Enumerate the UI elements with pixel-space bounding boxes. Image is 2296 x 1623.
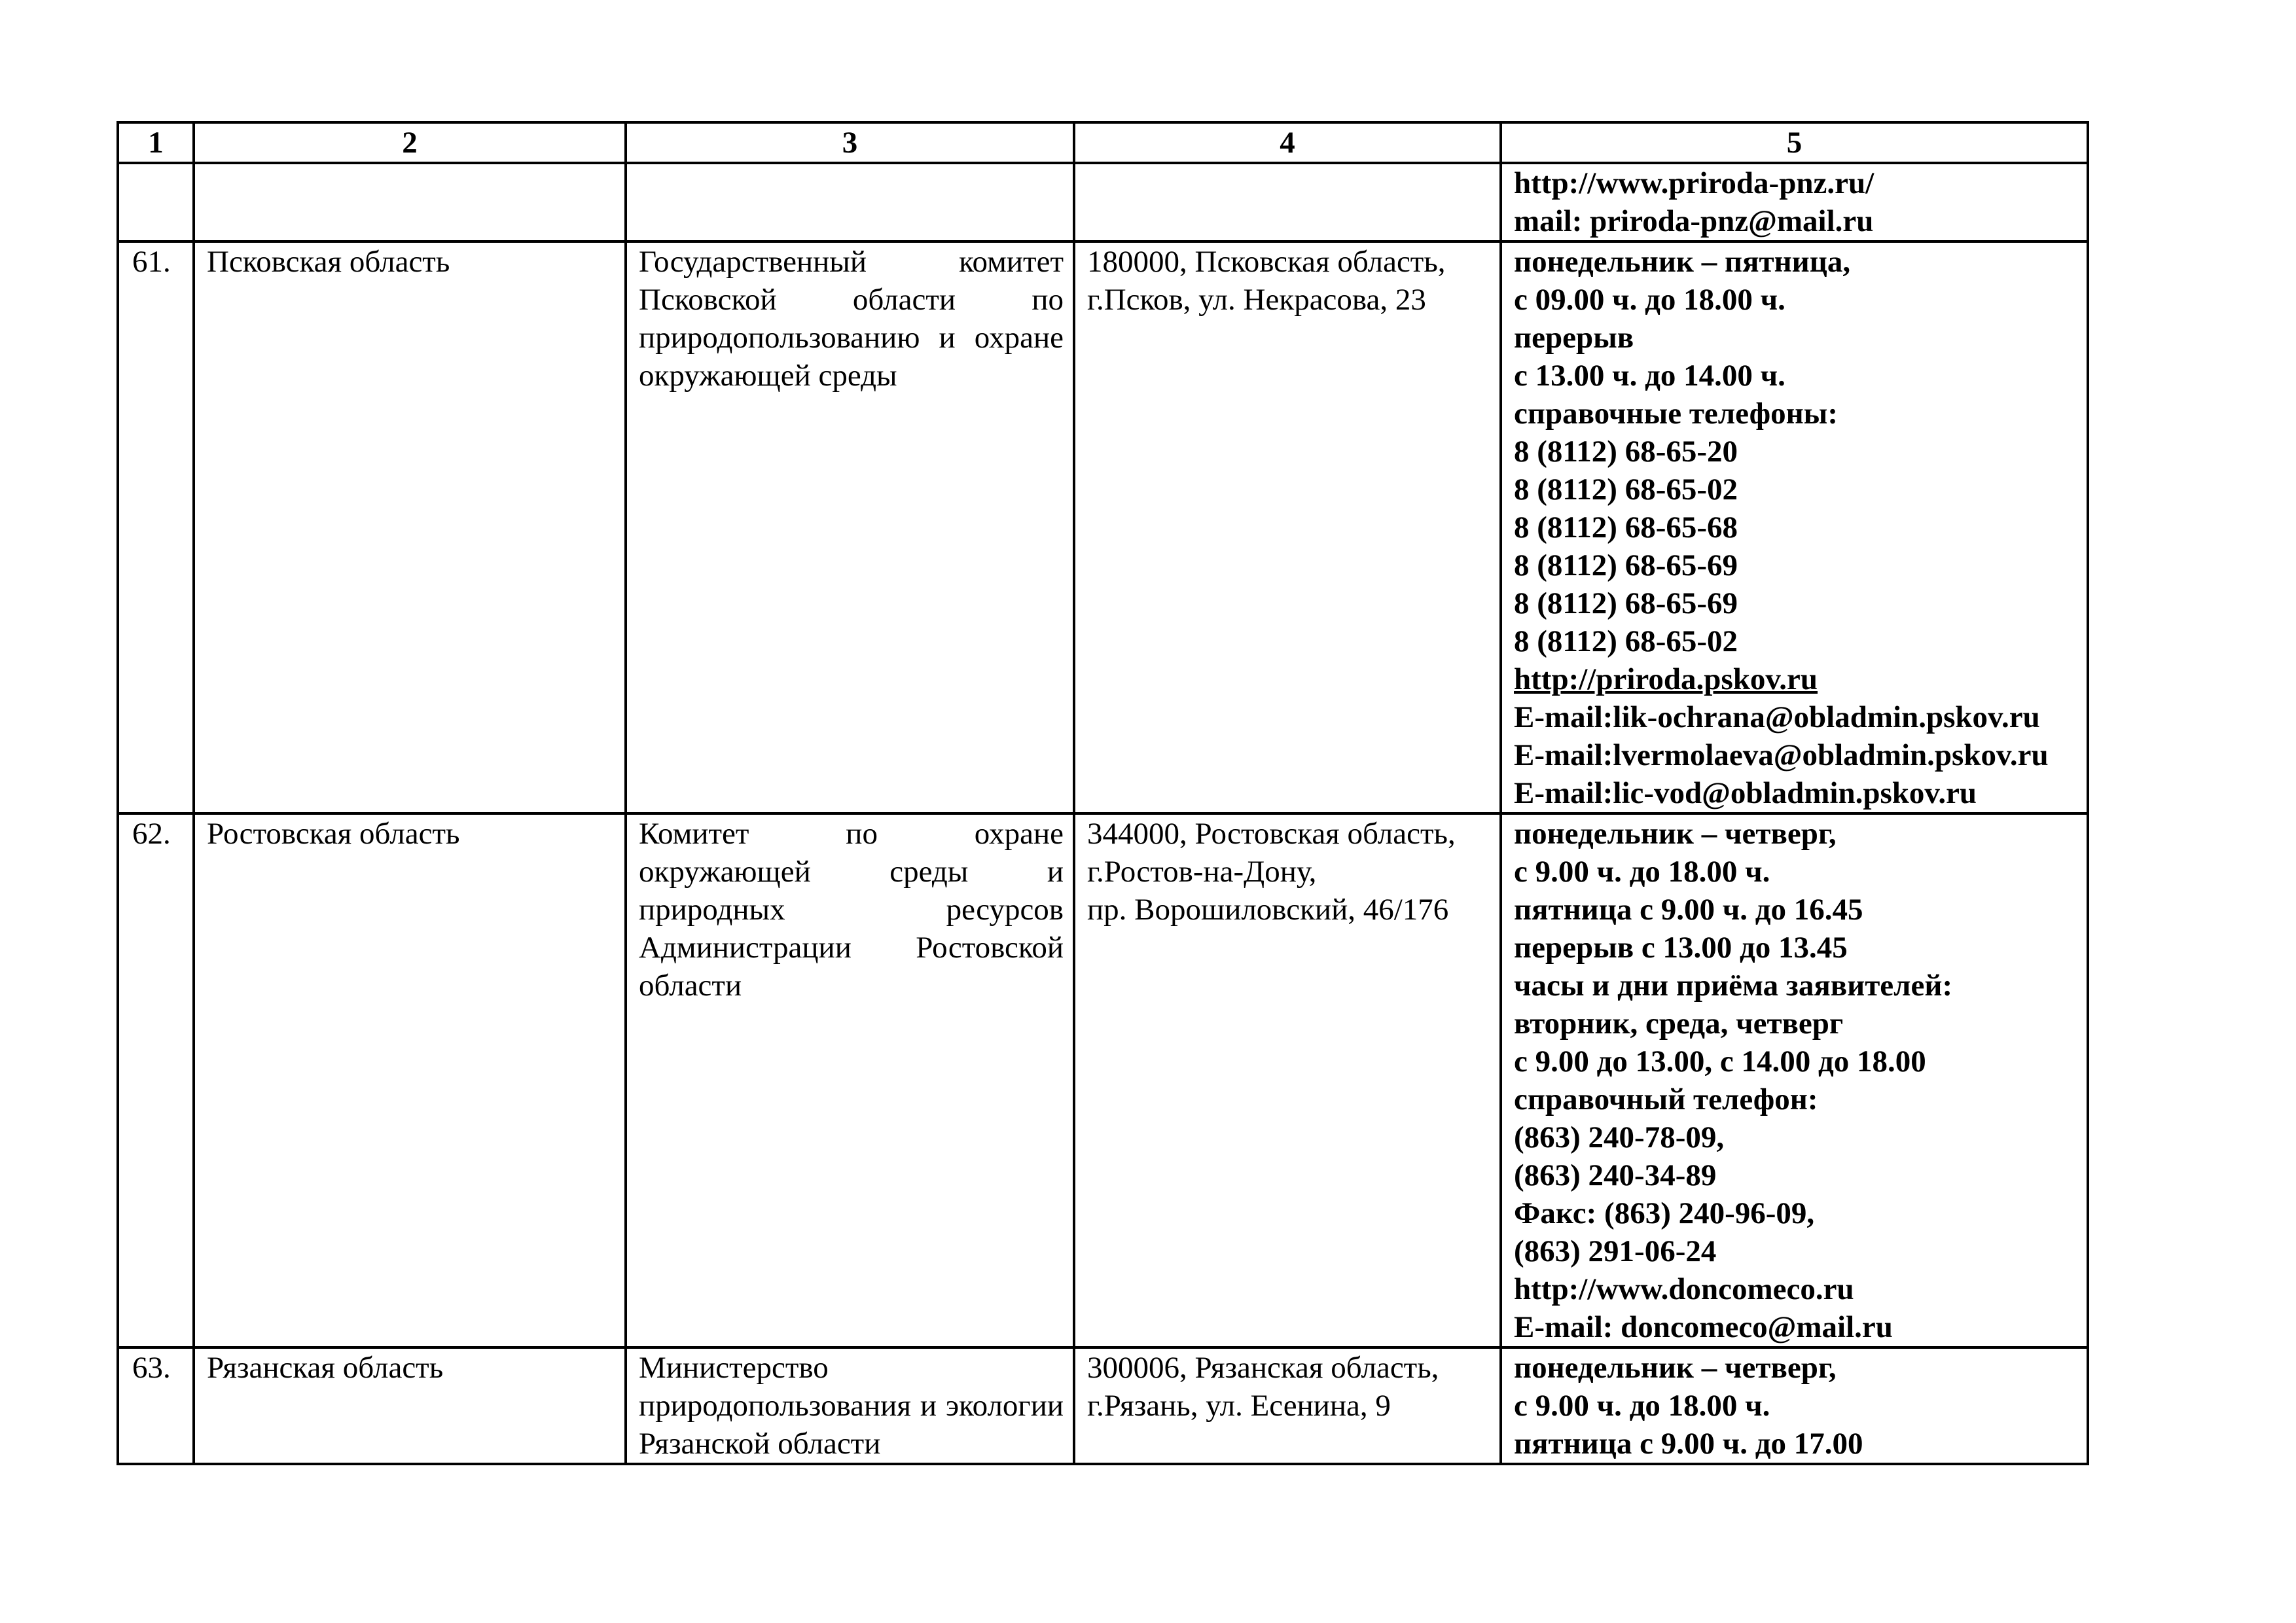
contact-line: перерыв с 13.00 до 13.45 (1514, 931, 1848, 965)
cell-authority: Министерство природопользования и экологии Рязанской области (626, 1347, 1074, 1464)
cell-contacts (1501, 241, 2088, 813)
table-row (118, 241, 2088, 813)
column-header-1: 1 (118, 122, 194, 163)
contact-line: с 09.00 ч. до 18.00 ч. (1514, 283, 1785, 317)
address-line: г.Рязань, ул. Есенина, 9 (1087, 1389, 1391, 1423)
cell-contacts (1501, 163, 2088, 241)
website-link[interactable]: http://www.priroda-pnz.ru/ (1514, 166, 1874, 200)
contact-line: вторник, среда, четверг (1514, 1007, 1844, 1041)
cell-address (1074, 813, 1501, 1347)
contact-line: часы и дни приёма заявителей: (1514, 969, 1953, 1003)
address-line: 300006, Рязанская область, (1087, 1351, 1439, 1385)
contact-line: с 9.00 ч. до 18.00 ч. (1514, 855, 1770, 889)
cell-address (1074, 241, 1501, 813)
contact-line: понедельник – пятница, (1514, 245, 1851, 279)
contact-line: перерыв (1514, 321, 1634, 355)
contact-line: понедельник – четверг, (1514, 1351, 1837, 1385)
column-number-header-row (118, 122, 2088, 163)
table-row (118, 813, 2088, 1347)
phone-line: (863) 240-34-89 (1514, 1158, 1717, 1192)
authorities-table (117, 121, 2089, 1465)
contact-line: с 9.00 ч. до 18.00 ч. (1514, 1389, 1770, 1423)
website-link[interactable]: http://www.doncomeco.ru (1514, 1272, 1854, 1306)
phone-line: 8 (8112) 68-65-69 (1514, 548, 1738, 582)
column-header-5: 5 (1501, 122, 2088, 163)
column-header-4: 4 (1074, 122, 1501, 163)
email-line: E-mail: doncomeco@mail.ru (1514, 1310, 1893, 1344)
cell-contacts (1501, 813, 2088, 1347)
cell-number (118, 163, 194, 241)
column-header-2: 2 (194, 122, 626, 163)
address-line: 344000, Ростовская область, (1087, 817, 1456, 851)
phone-line: (863) 291-06-24 (1514, 1234, 1717, 1268)
cell-address (1074, 1347, 1501, 1464)
cell-authority (626, 163, 1074, 241)
cell-authority: Государственный комитет Псковской области по природопользованию и охране окружающей среды (626, 241, 1074, 813)
phone-line: 8 (8112) 68-65-02 (1514, 624, 1738, 658)
cell-number: 61. (118, 241, 194, 813)
contact-line: справочные телефоны: (1514, 397, 1839, 431)
phone-line: 8 (8112) 68-65-20 (1514, 435, 1738, 469)
cell-number: 62. (118, 813, 194, 1347)
cell-region: Псковская область (194, 241, 626, 813)
cell-region: Рязанская область (194, 1347, 626, 1464)
cell-region: Ростовская область (194, 813, 626, 1347)
email-line: E-mail:lik-ochrana@obladmin.pskov.ru (1514, 700, 2040, 734)
phone-line: 8 (8112) 68-65-02 (1514, 473, 1738, 507)
table-row-continuation (118, 163, 2088, 241)
address-line: 180000, Псковская область, (1087, 245, 1446, 279)
phone-line: (863) 240-78-09, (1514, 1120, 1725, 1154)
address-line: г.Ростов-на-Дону, (1087, 855, 1317, 889)
fax-line: Факс: (863) 240-96-09, (1514, 1196, 1815, 1230)
cell-authority: Комитет по охране окружающей среды и природных ресурсов Администрации Ростовской области (626, 813, 1074, 1347)
email-line: mail: priroda-pnz@mail.ru (1514, 204, 1874, 238)
contact-line: с 9.00 до 13.00, с 14.00 до 18.00 (1514, 1044, 1926, 1079)
phone-line: 8 (8112) 68-65-68 (1514, 510, 1738, 544)
cell-contacts (1501, 1347, 2088, 1464)
column-header-3: 3 (626, 122, 1074, 163)
contact-line: пятница с 9.00 ч. до 17.00 (1514, 1427, 1863, 1461)
table-row (118, 1347, 2088, 1464)
website-link[interactable]: http://priroda.pskov.ru (1514, 662, 1818, 696)
cell-address (1074, 163, 1501, 241)
phone-line: 8 (8112) 68-65-69 (1514, 586, 1738, 620)
contact-line: понедельник – четверг, (1514, 817, 1837, 851)
contact-line: справочный телефон: (1514, 1082, 1818, 1116)
contact-line: пятница с 9.00 ч. до 16.45 (1514, 893, 1863, 927)
email-line: E-mail:lvermolaeva@obladmin.pskov.ru (1514, 738, 2049, 772)
contact-line: с 13.00 ч. до 14.00 ч. (1514, 359, 1785, 393)
address-line: пр. Ворошиловский, 46/176 (1087, 893, 1449, 927)
cell-number: 63. (118, 1347, 194, 1464)
email-line: E-mail:lic-vod@obladmin.pskov.ru (1514, 776, 1977, 810)
cell-region (194, 163, 626, 241)
address-line: г.Псков, ул. Некрасова, 23 (1087, 283, 1426, 317)
